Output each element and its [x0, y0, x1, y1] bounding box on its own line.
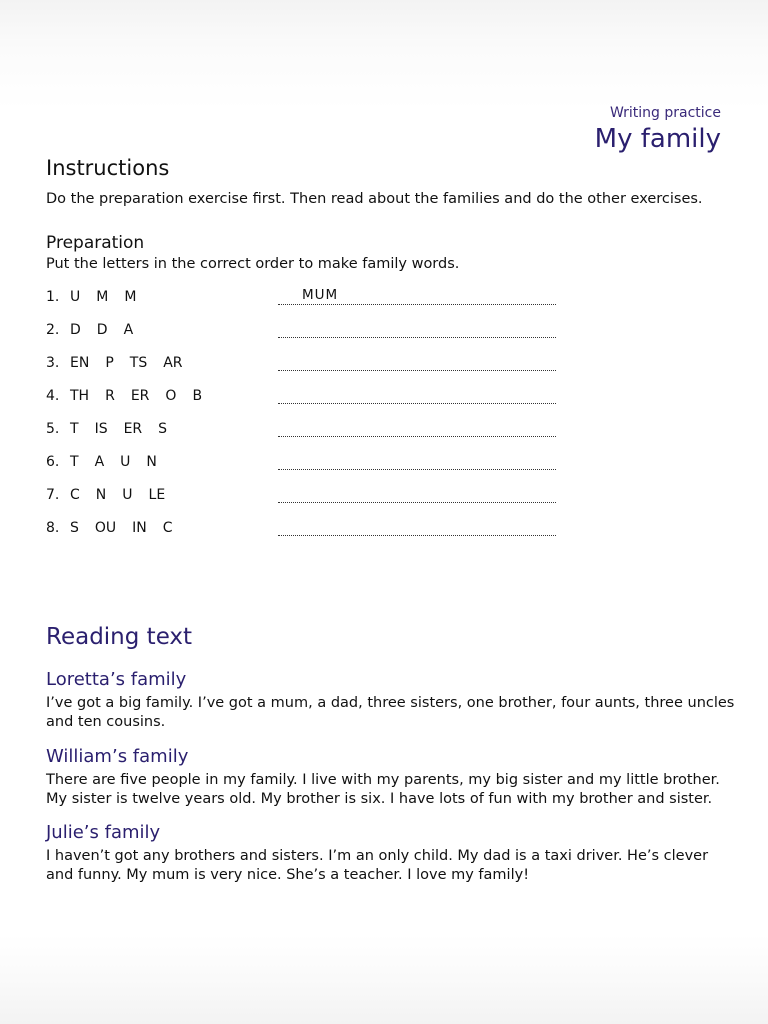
instructions-heading: Instructions	[46, 156, 170, 180]
exercise-item	[46, 520, 561, 542]
answer-line[interactable]	[278, 535, 556, 536]
bottom-scan-band	[0, 934, 768, 1024]
exercise-item	[46, 388, 561, 410]
section-heading-loretta: Loretta’s family	[46, 669, 187, 690]
exercise-item-number: 6.	[46, 454, 60, 470]
scrambled-letters	[70, 355, 199, 371]
section-text-loretta: I’ve got a big family. I’ve got a mum, a dad, three sisters, one brother, four aunts, three uncles and ten cousins.	[46, 695, 735, 730]
letter-group: D	[70, 322, 81, 338]
page-title: My family	[594, 124, 721, 154]
scrambled-letters	[70, 388, 218, 404]
exercise-item	[46, 487, 561, 509]
letter-group: O	[165, 388, 177, 404]
letter-group: R	[105, 388, 115, 404]
letter-group: T	[70, 454, 79, 470]
letter-group: TH	[70, 388, 90, 404]
letter-group: B	[192, 388, 203, 404]
answer-line[interactable]	[278, 436, 556, 437]
scrambled-letters	[70, 322, 149, 338]
letter-group: S	[158, 421, 168, 437]
section-heading-julie: Julie’s family	[46, 822, 161, 843]
letter-group: ER	[123, 421, 143, 437]
exercise-item	[46, 322, 561, 344]
letter-group: AR	[163, 355, 183, 371]
instructions-text: Do the preparation exercise first. Then read about the families and do the other exercises.	[46, 191, 703, 207]
answer-line[interactable]	[278, 304, 556, 305]
scrambled-letters	[70, 289, 152, 305]
exercise-item-number: 2.	[46, 322, 60, 338]
letter-group: P	[105, 355, 114, 371]
top-scan-band	[0, 0, 768, 110]
exercise-item-number: 1.	[46, 289, 60, 305]
exercise-item-number: 4.	[46, 388, 60, 404]
preparation-heading: Preparation	[46, 233, 145, 253]
scrambled-letters	[70, 421, 183, 437]
answer-line[interactable]	[278, 502, 556, 503]
scrambled-letters	[70, 454, 173, 470]
letter-group: U	[122, 487, 133, 503]
letter-group: A	[123, 322, 134, 338]
letter-group: IS	[94, 421, 108, 437]
scrambled-letters	[70, 520, 189, 536]
answer-line[interactable]	[278, 337, 556, 338]
exercise-item	[46, 289, 561, 311]
answer-line[interactable]	[278, 469, 556, 470]
section-text-william: There are five people in my family. I live with my parents, my big sister and my little brother. My sister is twelve years old. My brother is six. I have lots of fun with my brother and sister.	[46, 772, 720, 807]
exercise-item	[46, 454, 561, 476]
letter-group: C	[70, 487, 80, 503]
preparation-text: Put the letters in the correct order to make family words.	[46, 256, 460, 272]
answer-line[interactable]	[278, 370, 556, 371]
letter-group: N	[95, 487, 107, 503]
answer-text: MUM	[302, 287, 339, 303]
exercise-item	[46, 421, 561, 443]
letter-group: T	[70, 421, 79, 437]
letter-group: M	[96, 289, 109, 305]
letter-group: C	[162, 520, 173, 536]
exercise-item-number: 3.	[46, 355, 60, 371]
letter-group: N	[146, 454, 157, 470]
letter-group: LE	[148, 487, 166, 503]
letter-group: M	[124, 289, 137, 305]
scrambled-letters	[70, 487, 181, 503]
reading-heading: Reading text	[46, 624, 193, 650]
section-heading-william: William’s family	[46, 746, 189, 767]
letter-group: S	[70, 520, 79, 536]
exercise-item-number: 7.	[46, 487, 60, 503]
letter-group: D	[96, 322, 108, 338]
exercise-item	[46, 355, 561, 377]
letter-group: A	[94, 454, 105, 470]
letter-group: U	[120, 454, 131, 470]
exercise-item-number: 5.	[46, 421, 60, 437]
letter-group: IN	[132, 520, 147, 536]
letter-group: ER	[130, 388, 150, 404]
section-text-julie: I haven’t got any brothers and sisters. I’m an only child. My dad is a taxi driver. He’s clever and funny. My mum is very nice. She’s a teacher. I love my family!	[46, 848, 709, 883]
letter-group: U	[70, 289, 81, 305]
letter-group: TS	[129, 355, 148, 371]
exercise-item-number: 8.	[46, 520, 60, 536]
letter-group: OU	[94, 520, 117, 536]
answer-line[interactable]	[278, 403, 556, 404]
header-kicker: Writing practice	[609, 105, 721, 121]
letter-group: EN	[70, 355, 90, 371]
